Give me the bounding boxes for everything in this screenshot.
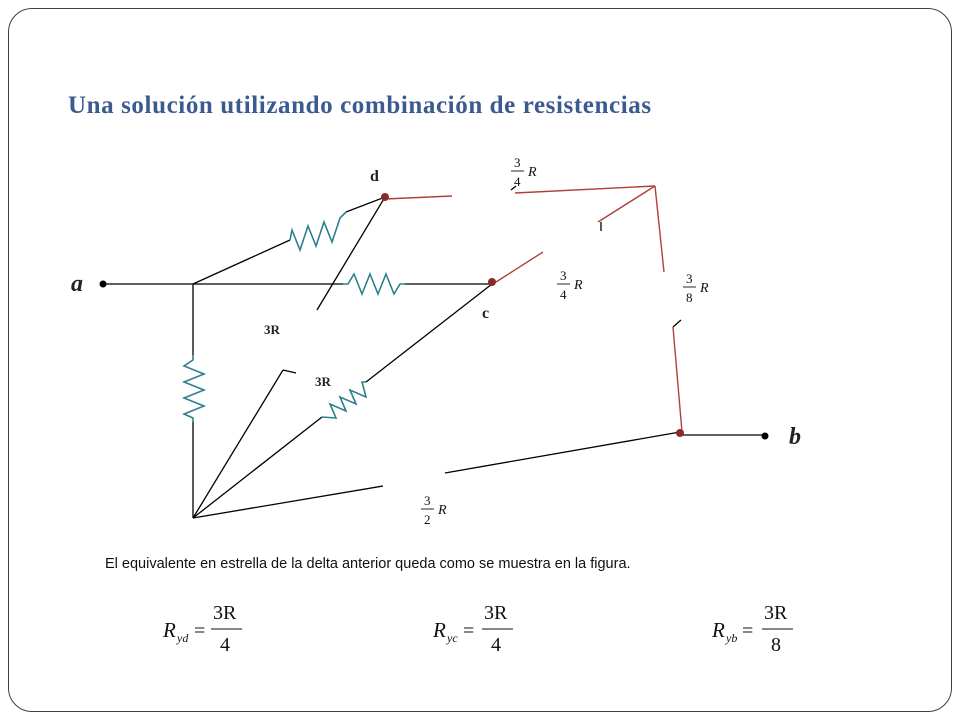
terminal-b-dot bbox=[762, 433, 769, 440]
svg-text:yd: yd bbox=[177, 631, 189, 645]
star-label-right bbox=[683, 271, 709, 305]
svg-text:4: 4 bbox=[220, 634, 230, 656]
resistor-label-3r-lower: 3R bbox=[315, 374, 331, 389]
svg-text:yb: yb bbox=[726, 631, 738, 645]
node-c-label: c bbox=[482, 305, 490, 322]
node-d-label: d bbox=[370, 168, 379, 185]
svg-text:R: R bbox=[433, 618, 446, 642]
svg-text:=: = bbox=[194, 620, 206, 642]
resistor-a-b-vertical bbox=[184, 355, 204, 422]
star-label-middle bbox=[557, 268, 583, 302]
star-label-top bbox=[511, 155, 537, 189]
node-dots bbox=[100, 193, 769, 440]
equation-ryb bbox=[711, 602, 793, 656]
svg-text:R: R bbox=[438, 503, 447, 518]
node-c-dot bbox=[488, 278, 496, 286]
delta-wiring bbox=[103, 186, 765, 518]
svg-text:2: 2 bbox=[424, 512, 431, 527]
svg-text:4: 4 bbox=[514, 174, 521, 189]
svg-text:3: 3 bbox=[424, 493, 431, 508]
svg-text:3R: 3R bbox=[213, 602, 237, 624]
figure-caption: El equivalente en estrella de la delta anterior queda como se muestra en la figura. bbox=[105, 556, 631, 572]
resistor-a-d bbox=[290, 212, 346, 250]
svg-text:3R: 3R bbox=[764, 602, 788, 624]
equation-ryc bbox=[432, 602, 513, 656]
resistor-label-3r-left: 3R bbox=[264, 322, 280, 337]
svg-text:R: R bbox=[700, 281, 709, 296]
svg-text:R: R bbox=[528, 165, 537, 180]
svg-text:R: R bbox=[574, 278, 583, 293]
equation-ryd bbox=[162, 602, 242, 656]
svg-text:R: R bbox=[163, 618, 176, 642]
node-b-dot bbox=[676, 429, 684, 437]
terminal-a-dot bbox=[100, 281, 107, 288]
slide-title: Una solución utilizando combinación de resistencias bbox=[68, 92, 652, 119]
node-d-dot bbox=[381, 193, 389, 201]
terminal-a-label: a bbox=[71, 271, 83, 297]
resistors bbox=[184, 212, 405, 422]
svg-text:4: 4 bbox=[560, 287, 567, 302]
terminal-b-label: b bbox=[789, 424, 801, 450]
svg-text:3: 3 bbox=[686, 271, 693, 286]
svg-text:R: R bbox=[712, 618, 725, 642]
svg-text:3: 3 bbox=[560, 268, 567, 283]
svg-text:8: 8 bbox=[771, 634, 781, 656]
svg-text:4: 4 bbox=[491, 634, 501, 656]
svg-text:3R: 3R bbox=[484, 602, 508, 624]
svg-text:=: = bbox=[742, 620, 754, 642]
star-wiring bbox=[385, 186, 682, 432]
svg-text:8: 8 bbox=[686, 290, 693, 305]
resistor-a-c bbox=[343, 274, 405, 294]
svg-text:=: = bbox=[463, 620, 475, 642]
svg-text:yc: yc bbox=[447, 631, 458, 645]
star-label-bottom bbox=[421, 493, 447, 527]
svg-text:3: 3 bbox=[514, 155, 521, 170]
